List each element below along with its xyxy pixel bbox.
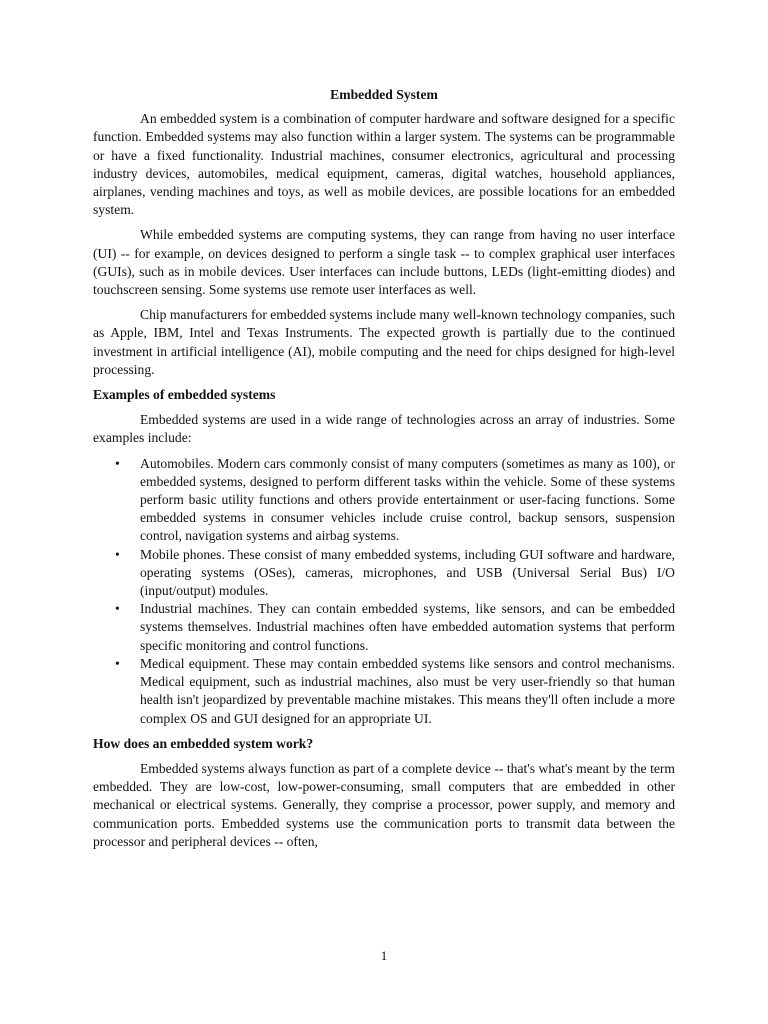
bullet-text: Automobiles. Modern cars commonly consist of many computers (sometimes as many as 100), or embedded systems, designed to perform different tasks within the vehicle. Some of these systems perform basic utility functions and others provide entertainment or user-facing functions. Some embedded systems in consumer vehicles include cruise control, backup sensors, suspension control, navigation systems and airbag systems. [140,455,675,544]
bullet-text: Medical equipment. These may contain embedded systems like sensors and control mechanisms. Medical equipment, such as industrial machines, also must be very user-friendly so that human health isn't jeopardized by preventable machine mistakes. This means they'll often include a more complex OS and GUI designed for an appropriate UI. [140,655,675,726]
intro-paragraph-1: An embedded system is a combination of computer hardware and software designed for a specific function. Embedded systems may also function within a larger system. The systems can be programmable or have a fixed functionality. Industrial machines, consumer electronics, agricultural and processing industry devices, automobiles, medical equipment, cameras, digital watches, household appliances, airplanes, vending machines and toys, as well as mobile devices, are possible locations for an embedded system. [93,111,675,218]
examples-bullet-list [93,455,675,728]
bullet-text: Mobile phones. These consist of many embedded systems, including GUI software and hardware, operating systems (OSes), cameras, microphones, and USB (Universal Serial Bus) I/O (input/output) modules. [140,546,675,599]
how-it-works-heading: How does an embedded system work? [93,735,314,751]
bullet-item-mobile-phones [93,546,675,601]
bullet-icon: • [115,546,120,562]
intro-paragraph-3: Chip manufacturers for embedded systems include many well-known technology companies, such as Apple, IBM, Intel and Texas Instruments. The expected growth is partially due to the continued investment in artificial intelligence (AI), mobile computing and the need for chips designed for high-level processing. [93,307,675,377]
bullet-icon: • [115,601,120,617]
document-title: Embedded System [330,87,438,102]
document-page [93,86,675,858]
how-it-works-paragraph: Embedded systems always function as part of a complete device -- that's what's meant by the term embedded. They are low-cost, low-power-consuming, small computers that are embedded in other mechanical or electrical systems. Generally, they comprise a processor, power supply, and memory and communication ports. Embedded systems use the communication ports to transmit data between the processor and peripheral devices -- often, [93,760,675,849]
page-number: 1 [380,948,388,963]
bullet-item-automobiles [93,455,675,546]
bullet-item-industrial-machines [93,600,675,655]
examples-heading: Examples of embedded systems [93,387,276,403]
intro-paragraph-2: While embedded systems are computing systems, they can range from having no user interface (UI) -- for example, on devices designed to perform a single task -- to complex graphical user interfaces (GUIs), such as in mobile devices. User interfaces can include buttons, LEDs (light-emitting diodes) and touchscreen sensing. Some systems use remote user interfaces as well. [93,227,675,298]
bullet-item-medical-equipment [93,655,675,728]
examples-lead-paragraph: Embedded systems are used in a wide range of technologies across an array of industries. Some examples include: [93,412,675,446]
bullet-icon: • [115,455,120,471]
bullet-icon: • [115,655,120,671]
bullet-text: Industrial machines. They can contain embedded systems, like sensors, and can be embedded systems themselves. Industrial machines often have embedded automation systems that perform specific monitoring and control functions. [140,601,675,653]
